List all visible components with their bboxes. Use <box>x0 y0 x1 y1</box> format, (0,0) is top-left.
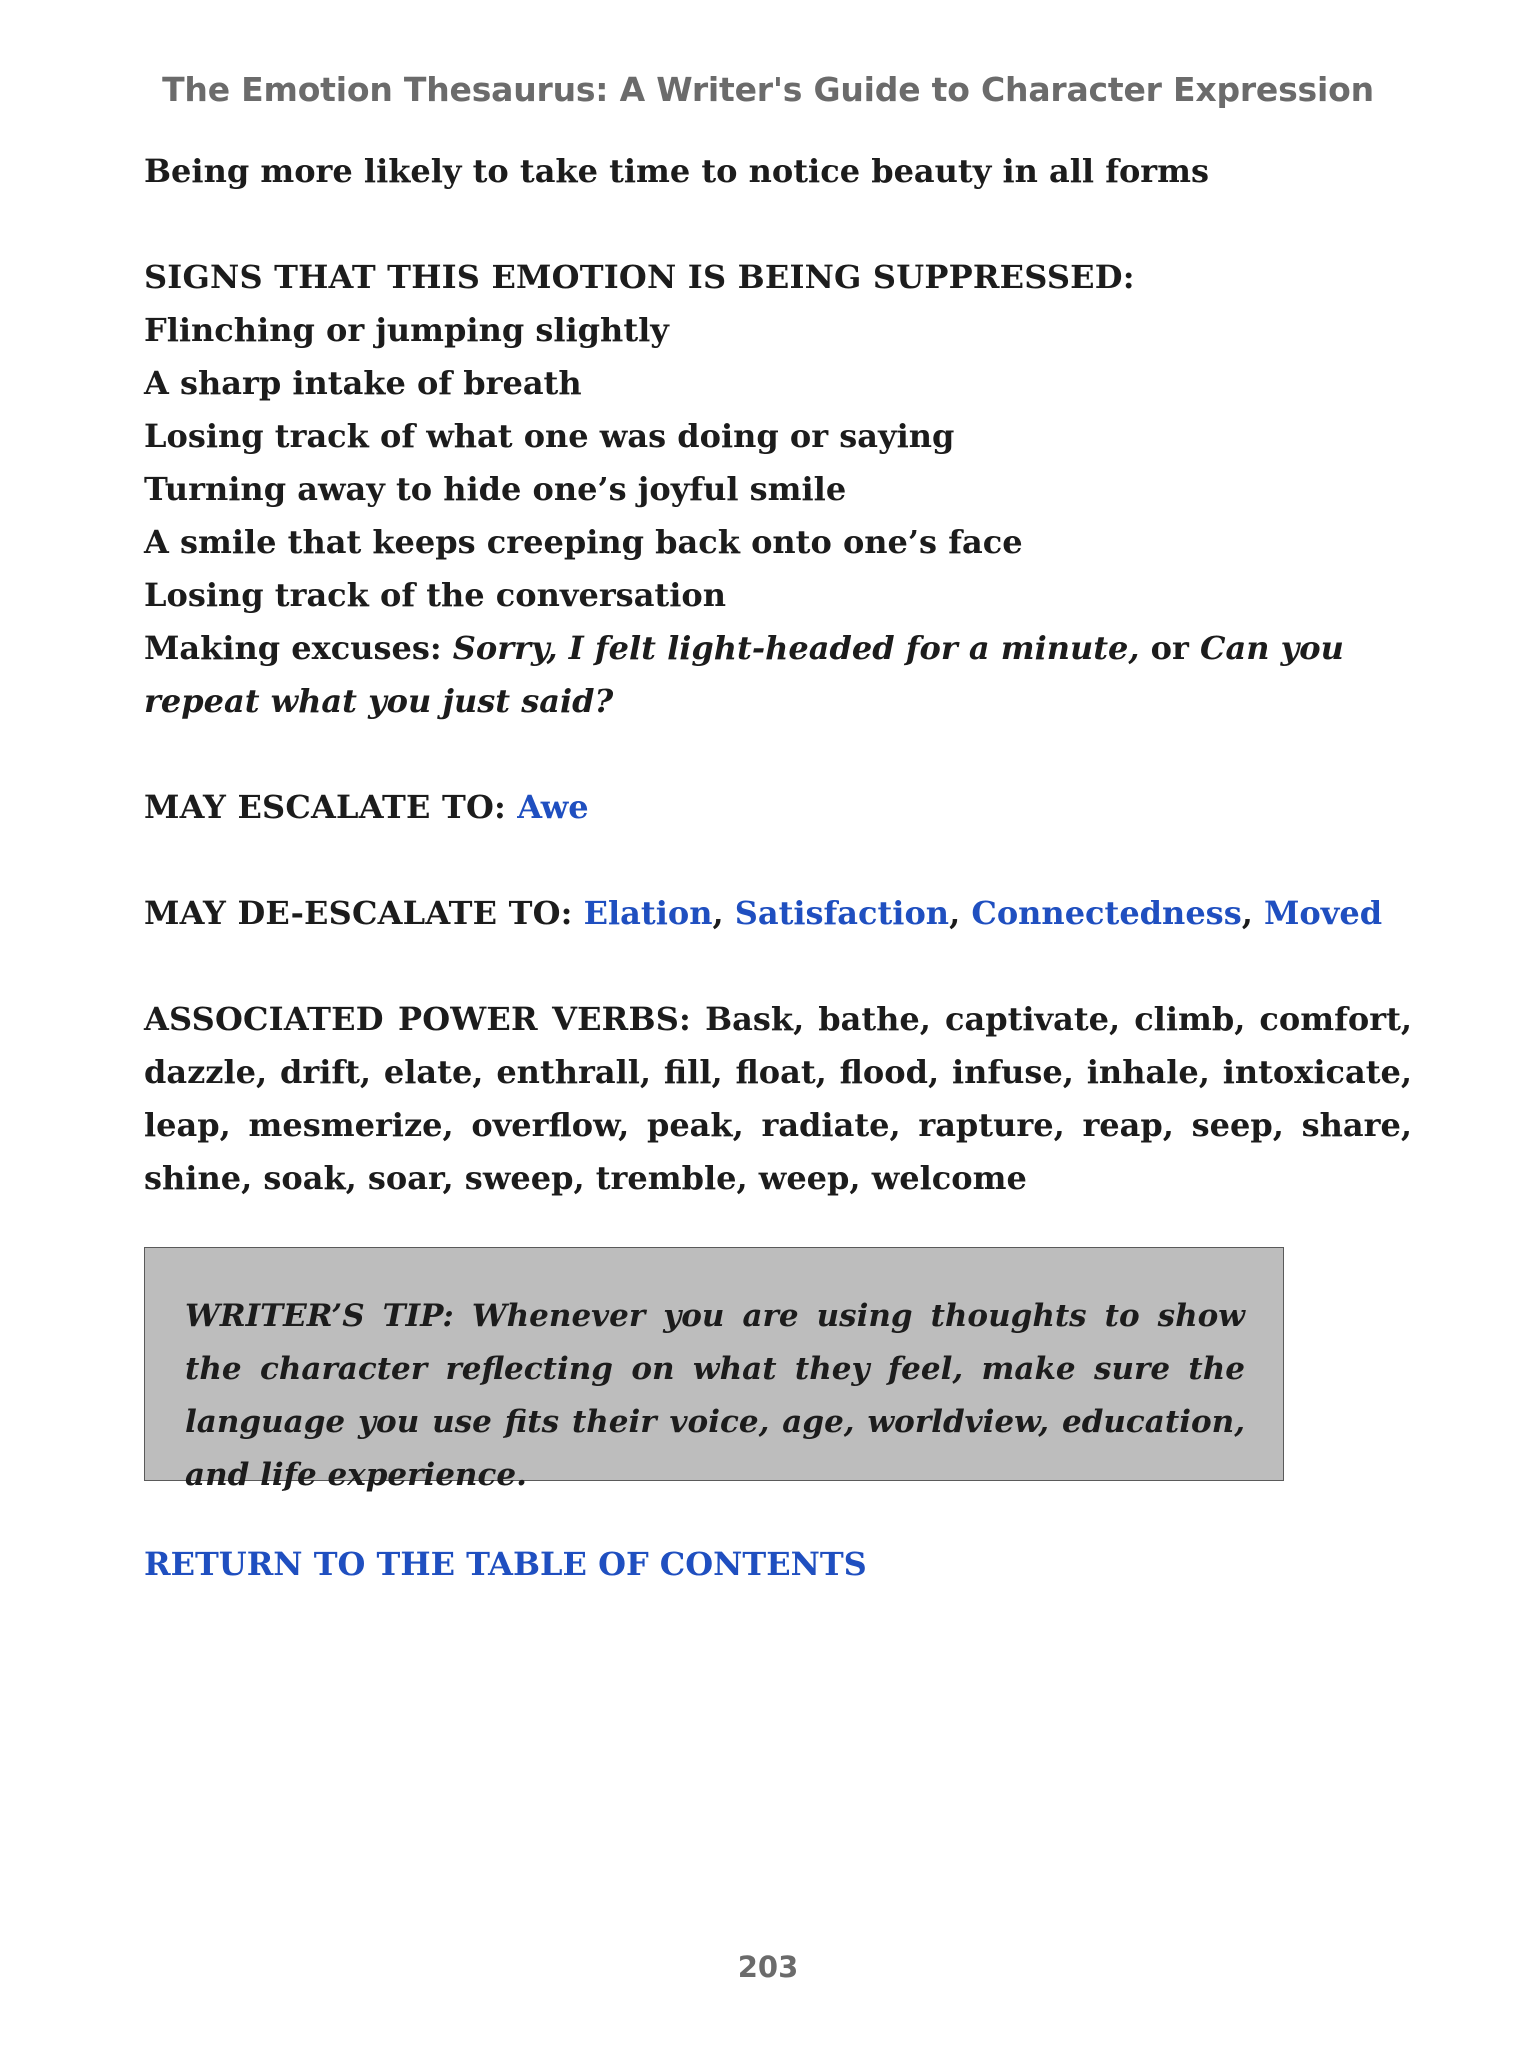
page-content <box>144 145 1412 1205</box>
suppressed-item: A sharp intake of breath <box>144 364 582 402</box>
return-to-toc-link[interactable]: RETURN TO THE TABLE OF CONTENTS <box>144 1545 867 1583</box>
escalate-label: MAY ESCALATE TO: <box>144 788 507 826</box>
making-excuses-item <box>144 622 1412 728</box>
power-verbs-paragraph <box>144 993 1412 1205</box>
writers-tip-box <box>144 1247 1284 1493</box>
book-title-header: The Emotion Thesaurus: A Writer's Guide to Character Expression <box>162 70 1374 109</box>
excuse-quote-1: Sorry, I felt light-headed for a minute, <box>452 629 1140 667</box>
suppressed-item: Losing track of what one was doing or saying <box>144 417 955 455</box>
link-awe[interactable]: Awe <box>517 788 589 826</box>
excuses-connector: or <box>1139 629 1201 667</box>
link-separator: , <box>949 894 961 932</box>
escalate-line <box>144 781 1412 834</box>
page-number: 203 <box>737 1950 799 1984</box>
link-separator: , <box>712 894 724 932</box>
link-connectedness[interactable]: Connectedness <box>971 894 1242 932</box>
deescalate-line <box>144 887 1412 940</box>
suppressed-item: Losing track of the conversation <box>144 576 726 614</box>
power-verbs-label: ASSOCIATED POWER VERBS: <box>144 1000 692 1038</box>
link-satisfaction[interactable]: Satisfaction <box>734 894 950 932</box>
link-moved[interactable]: Moved <box>1263 894 1383 932</box>
excuse-quote-2: Can you repeat what you just said? <box>144 629 1344 720</box>
writers-tip-text: Whenever you are using thoughts to show the character reflecting on what they feel, make sure the language you use fits their voice, age, worldview, education, and life experience. <box>185 1298 1245 1493</box>
suppressed-item: A smile that keeps creeping back onto one’s face <box>144 523 1023 561</box>
suppressed-item: Flinching or jumping slightly <box>144 311 669 349</box>
link-elation[interactable]: Elation <box>583 894 713 932</box>
link-separator: , <box>1241 894 1253 932</box>
power-verbs-text: Bask, bathe, captivate, climb, comfort, dazzle, drift, elate, enthrall, fill, float, flood, infuse, inhale, intoxicate, leap, mesmerize, overflow, peak, radiate, rapture, reap, seep, share, shine, soak, soar, sweep, tremble, weep, welcome <box>144 1000 1412 1197</box>
excuses-lead: Making excuses: <box>144 629 453 667</box>
intro-line: Being more likely to take time to notice beauty in all forms <box>144 152 1210 190</box>
suppressed-item: Turning away to hide one’s joyful smile <box>144 470 847 508</box>
deescalate-colon: : <box>560 894 573 932</box>
suppressed-heading: SIGNS THAT THIS EMOTION IS BEING SUPPRESSED: <box>144 258 1135 296</box>
writers-tip-label: WRITER’S TIP: <box>185 1298 454 1334</box>
deescalate-label: MAY DE-ESCALATE TO <box>144 894 561 932</box>
